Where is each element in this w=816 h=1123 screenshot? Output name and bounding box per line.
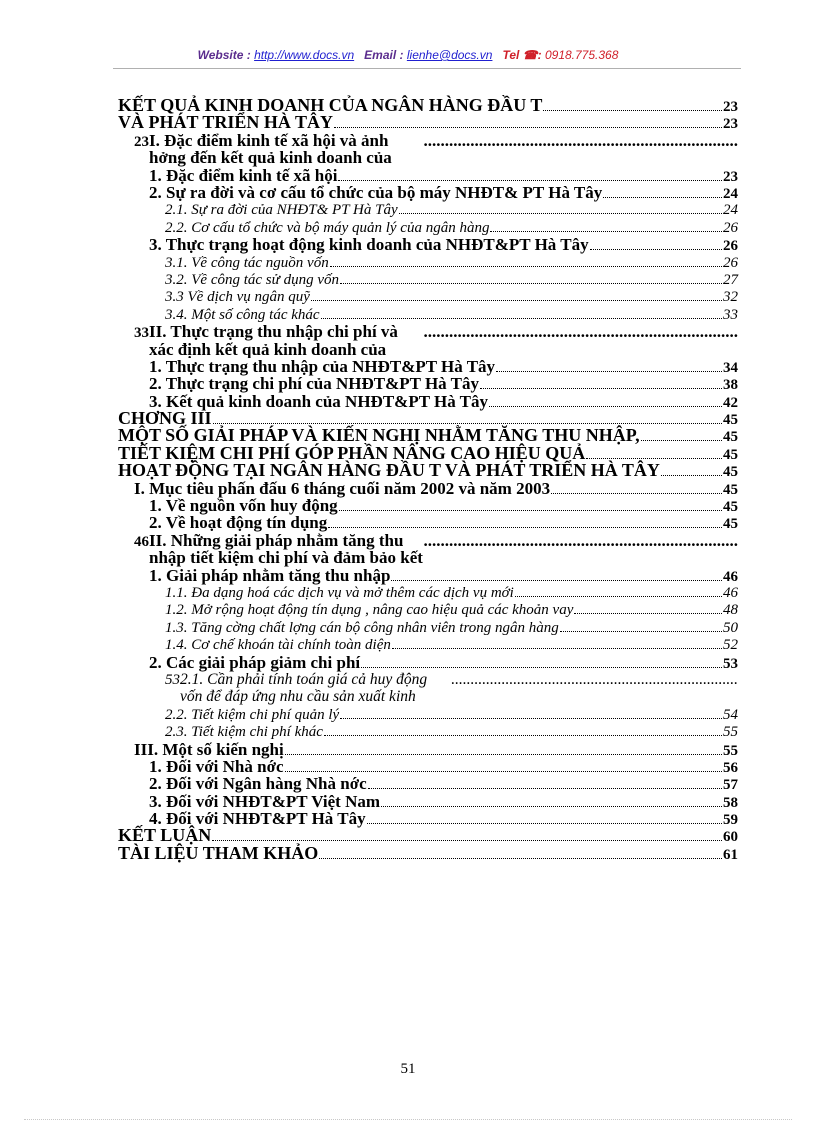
dot-leader [496,359,722,372]
toc-entry-page: 26 [723,238,738,255]
toc-entry-title: 2. Sự ra đời và cơ cấu tổ chức của bộ máy NHĐT& PT Hà Tây [149,182,603,202]
toc-entry-page: 45 [723,412,738,429]
toc-entry-title: 4. Đối với NHĐT&PT Hà Tây [149,809,366,829]
toc-entry-title: HOẠT ĐỘNG TẠI NGÂN HÀNG ĐẦU T VÀ PHÁT TRIỂN HÀ TÂY [118,460,660,481]
toc-entry-title: 2.2. Tiết kiệm chi phí quản lý [165,706,340,723]
dot-leader [551,481,722,494]
dot-leader [574,601,722,614]
toc-entry-title: TÀI LIỆU THAM KHẢO [118,842,319,863]
dot-leader [391,568,722,581]
dot-leader [340,271,722,284]
toc-entry[interactable]: 23 I. Đặc điểm kinh tế xã hội và ảnh hởng đến kết quả kinh doanh của .......................................................................... [118,132,738,167]
toc-entry[interactable] [118,758,738,775]
toc-entry-page: 26 [723,254,738,271]
website-label: Website : [197,48,251,62]
toc-entry-page: 57 [723,777,738,794]
dot-leader [399,201,722,214]
website-link[interactable]: http://www.docs.vn [254,48,355,62]
toc-entry[interactable] [118,497,738,514]
toc-entry-page: 34 [723,359,738,376]
dot-leader [213,411,722,424]
toc-entry[interactable] [118,636,738,653]
toc-entry-title: I. Đặc điểm kinh tế xã hội và ảnh hởng đến kết quả kinh doanh của [149,131,392,167]
toc-entry[interactable] [118,793,738,810]
dot-leader [334,115,722,128]
toc-entry-page: 38 [723,377,738,394]
tel-label: Tel ☎: [502,48,542,62]
dot-leader [560,619,722,632]
email-link[interactable]: lienhe@docs.vn [406,48,493,62]
dot-leader [586,446,722,459]
toc-entry[interactable] [118,619,738,636]
toc-entry-page: 33 [723,306,738,323]
dot-leader [311,288,722,301]
toc-entry-title: 3. Kết quả kinh doanh của NHĐT&PT Hà Tây [149,391,488,411]
toc-entry-page: 46 [723,584,738,601]
page-bottom-border [24,1119,792,1120]
toc-entry[interactable] [118,236,738,253]
toc-entry[interactable] [118,375,738,392]
toc-entry-page: 45 [723,464,738,481]
toc-entry[interactable] [118,201,738,218]
dot-leader [661,463,722,476]
toc-entry[interactable] [118,723,738,740]
toc-entry[interactable] [118,254,738,271]
dot-leader [319,846,722,859]
toc-entry-title: II. Những giải pháp nhằm tăng thu nhập tiết kiệm chi phí và đảm bảo kết [149,531,423,567]
toc-entry-title: 1.2. Mở rộng hoạt động tín dụng , nâng cao hiệu quả các khoản vay [165,602,574,619]
dot-leader [285,742,722,755]
toc-entry-page: 45 [723,516,738,533]
table-of-contents [118,97,738,862]
dot-leader [590,237,722,250]
toc-entry-page: 45 [723,429,738,446]
toc-entry-title: 3. Thực trạng hoạt động kinh doanh của NHĐT&PT Hà Tây [149,235,589,255]
toc-entry-title: VÀ PHÁT TRIỂN HÀ TÂY [118,112,334,133]
toc-entry-page: 61 [723,846,738,863]
toc-entry-title: 2.1. Sự ra đời của NHĐT& PT Hà Tây [165,202,398,219]
toc-entry-title: KẾT QUẢ KINH DOANH CỦA NGÂN HÀNG ĐẦU T [118,95,543,115]
toc-entry-page: 60 [723,829,738,846]
toc-entry-title: 3.4. Một số công tác khác [165,306,320,323]
dot-leader [330,254,722,267]
toc-entry-page: 42 [723,394,738,411]
toc-entry-title: 1. Giải pháp nhằm tăng thu nhập [149,565,391,585]
toc-entry[interactable] [118,114,738,131]
toc-entry-title: III. Một số kiến nghị [134,739,284,759]
toc-entry-title: 1. Về nguồn vốn huy động [149,496,338,516]
toc-entry-page: 32 [723,289,738,306]
toc-entry-title: 2.3. Tiết kiệm chi phí khác [165,724,323,741]
toc-entry-page: 56 [723,759,738,776]
toc-entry[interactable] [118,584,738,601]
toc-entry-page: 33 [134,325,149,342]
toc-entry[interactable] [118,567,738,584]
toc-entry[interactable] [118,219,738,236]
toc-entry-title: II. Thực trạng thu nhập chi phí và xác định kết quả kinh doanh của [149,323,398,358]
toc-entry-title: 3.2. Về công tác sử dụng vốn [165,271,339,288]
toc-entry-title: 1.3. Tăng cờng chất lợng cán bộ công nhân viên trong ngân hàng [165,619,559,636]
page-number: 51 [400,1061,416,1077]
toc-entry[interactable]: 33 II. Thực trạng thu nhập chi phí và xác định kết quả kinh doanh của .......................................................................... [118,323,738,358]
toc-entry-title: 2.1. Cần phải tính toán giá cả huy động vốn để đáp ứng nhu cầu sản xuất kinh [180,670,428,706]
toc-entry[interactable] [118,184,738,201]
toc-entry-page: 58 [723,794,738,811]
toc-entry-title: TIẾT KIỆM CHI PHÍ GÓP PHẦN NÂNG CAO HIỆU QUẢ [118,442,586,463]
dot-leader [381,794,722,807]
toc-entry-page: 52 [723,637,738,654]
toc-entry-page: 53 [165,671,180,688]
tel-number: 0918.775.368 [544,48,619,62]
toc-entry-page: 45 [723,499,738,516]
toc-entry[interactable] [118,462,738,479]
toc-entry-page: 55 [723,724,738,741]
toc-entry-page: 26 [723,219,738,236]
dot-leader [368,776,722,789]
toc-entry-page: 24 [723,185,738,202]
toc-entry[interactable] [118,167,738,184]
dot-leader [324,723,722,736]
dot-leader [480,376,722,389]
toc-entry-page: 45 [723,481,738,498]
dot-leader [603,185,722,198]
toc-entry-page: 45 [723,446,738,463]
toc-entry-title: 2. Về hoạt động tín dụng [149,513,328,533]
toc-entry[interactable] [118,271,738,288]
toc-entry[interactable] [118,842,738,863]
toc-entry-title: 3.1. Về công tác nguồn vốn [165,254,329,271]
dot-leader [543,98,722,111]
toc-entry-title: 2. Các giải pháp giảm chi phí [149,652,361,672]
dot-leader [339,498,722,511]
dot-leader [367,811,722,824]
dot-leader [321,306,722,319]
toc-entry[interactable] [118,514,738,531]
dot-leader [515,584,722,597]
toc-entry-page: 46 [134,533,149,550]
toc-entry[interactable] [118,480,738,497]
toc-entry-title: 2. Thực trạng chi phí của NHĐT&PT Hà Tây [149,374,479,394]
toc-entry-title: 1. Đối với Nhà nớc [149,756,284,776]
dot-leader [328,515,722,528]
page-header [0,48,816,62]
toc-entry-page: 46 [723,568,738,585]
toc-entry-title: 1.4. Cơ chế khoán tài chính toàn diện [165,637,391,654]
toc-entry-title: 1. Thực trạng thu nhập của NHĐT&PT Hà Tây [149,356,496,376]
toc-entry[interactable] [118,810,738,827]
toc-entry[interactable] [118,288,738,305]
dot-leader [338,168,722,181]
toc-entry[interactable] [118,306,738,323]
dot-leader [361,655,722,668]
toc-entry-page: 50 [723,619,738,636]
dot-leader [285,759,722,772]
toc-entry[interactable]: 53 2.1. Cần phải tính toán giá cả huy động vốn để đáp ứng nhu cầu sản xuất kinh .......................................................................... [118,671,738,706]
dot-leader [212,828,722,841]
toc-entry-title: I. Mục tiêu phấn đấu 6 tháng cuối năm 2002 và năm 2003 [134,478,551,498]
toc-entry-page: 24 [723,202,738,219]
toc-entry-title: 2. Đối với Ngân hàng Nhà nớc [149,774,367,794]
toc-entry-page: 23 [723,99,738,115]
toc-entry-title: 3. Đối với NHĐT&PT Việt Nam [149,791,381,811]
toc-entry[interactable]: 46 II. Những giải pháp nhằm tăng thu nhập tiết kiệm chi phí và đảm bảo kết .......................................................................... [118,532,738,567]
toc-entry-title: 3.3 Về dịch vụ ngân quỹ [165,289,310,306]
toc-entry[interactable] [118,775,738,792]
toc-entry-page: 23 [134,133,149,150]
toc-entry-title: MỘT SỐ GIẢI PHÁP VÀ KIẾN NGHỊ NHẰM TĂNG THU NHẬP, [118,425,640,446]
toc-entry[interactable] [118,358,738,375]
toc-entry-page: 48 [723,602,738,619]
toc-entry-page: 54 [723,706,738,723]
toc-entry-title: 1. Đặc điểm kinh tế xã hội [149,165,338,185]
toc-entry[interactable] [118,601,738,618]
toc-entry-page: 27 [723,271,738,288]
dot-leader [340,706,722,719]
toc-entry[interactable] [118,706,738,723]
dot-leader [641,428,722,441]
toc-entry-page: 53 [723,655,738,672]
email-label: Email : [364,48,404,62]
toc-entry-title: KẾT LUẬN [118,825,212,846]
dot-leader [490,219,722,232]
toc-entry-title: 1.1. Đa dạng hoá các dịch vụ và mở thêm các dịch vụ mới [165,584,514,601]
toc-entry[interactable] [118,654,738,671]
toc-entry-page: 23 [723,116,738,133]
dot-leader [392,636,722,649]
header-divider [113,68,741,69]
toc-entry-page: 23 [723,168,738,185]
toc-entry-title: 2.2. Cơ cấu tổ chức và bộ máy quản lý của ngân hàng [165,219,490,236]
toc-entry-page: 55 [723,742,738,759]
toc-entry[interactable] [118,741,738,758]
toc-entry-page: 59 [723,812,738,829]
toc-entry-title: CHƠNG III [118,408,212,429]
dot-leader [489,394,722,407]
